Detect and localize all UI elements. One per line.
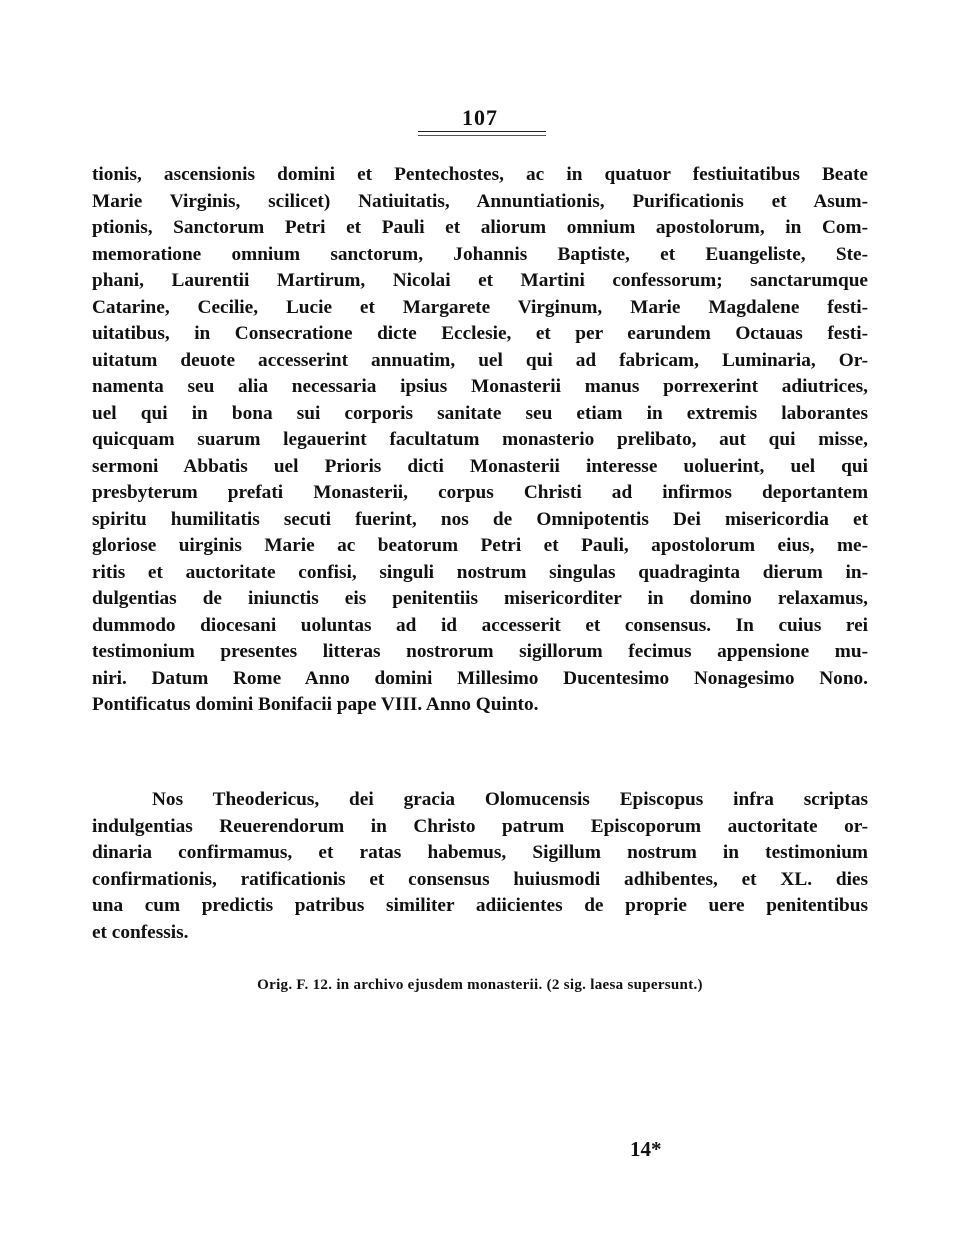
text-line: Pontificatus domini Bonifacii pape VIII. Anno Quinto. bbox=[92, 694, 539, 715]
text-line: spiritu humilitatis secuti fuerint, nos de Omnipotentis Dei misericordia et bbox=[92, 508, 868, 530]
signature-mark: 14* bbox=[630, 1137, 662, 1161]
text-line: Marie Virginis, scilicet) Natiuitatis, Annuntiationis, Purificationis et Asum- bbox=[92, 190, 868, 212]
text-line: dinaria confirmamus, et ratas habemus, Sigillum nostrum in testimonium bbox=[92, 842, 868, 863]
text-line: memoratione omnium sanctorum, Johannis Baptiste, et Euangeliste, Ste- bbox=[92, 243, 868, 265]
text-line: sermoni Abbatis uel Prioris dicti Monasterii interesse uoluerint, uel qui bbox=[92, 455, 868, 477]
paragraph-confirmation bbox=[92, 787, 868, 946]
text-line: una cum predictis patribus similiter adiicientes de proprie uere penitentibus bbox=[92, 895, 868, 916]
text-line: testimonium presentes litteras nostrorum sigillorum fecimus appensione mu- bbox=[92, 641, 868, 662]
text-line: Catarine, Cecilie, Lucie et Margarete Virginum, Marie Magdalene festi- bbox=[92, 296, 868, 318]
text-line: namenta seu alia necessaria ipsius Monasterii manus porrexerint adiutrices, bbox=[92, 376, 868, 397]
header-rule bbox=[418, 131, 546, 132]
text-line: et confessis. bbox=[92, 921, 189, 943]
text-line: uitatibus, in Consecratione dicte Ecclesie, et per earundem Octauas festi- bbox=[92, 323, 868, 344]
text-line: uitatum deuote accesserint annuatim, uel qui ad fabricam, Luminaria, Or- bbox=[92, 349, 868, 371]
text-line: indulgentias Reuerendorum in Christo patrum Episcoporum auctoritate or- bbox=[92, 815, 868, 837]
page-number: 107 bbox=[462, 105, 498, 130]
text-line: Nos Theodericus, dei gracia Olomucensis Episcopus infra scriptas bbox=[152, 789, 868, 810]
text-line: phani, Laurentii Martirum, Nicolai et Martini confessorum; sanctarumque bbox=[92, 270, 868, 291]
text-line: quicquam suarum legauerint facultatum monasterio prelibato, aut qui misse, bbox=[92, 429, 868, 450]
paragraph-main bbox=[92, 162, 868, 719]
text-line: niri. Datum Rome Anno domini Millesimo Ducentesimo Nonagesimo Nono. bbox=[92, 667, 868, 689]
text-line: presbyterum prefati Monasterii, corpus Christi ad infirmos deportantem bbox=[92, 482, 868, 503]
text-line: confirmationis, ratificationis et consensus huiusmodi adhibentes, et XL. dies bbox=[92, 868, 868, 890]
text-line: dulgentias de iniunctis eis penitentiis misericorditer in domino relaxamus, bbox=[92, 588, 868, 609]
text-line: dummodo diocesani uoluntas ad id accesserit et consensus. In cuius rei bbox=[92, 614, 868, 636]
text-line: uel qui in bona sui corporis sanitate seu etiam in extremis laborantes bbox=[92, 402, 868, 424]
text-line: tionis, ascensionis domini et Pentechostes, ac in quatuor festiuitatibus Beate bbox=[92, 164, 868, 185]
text-line: ritis et auctoritate confisi, singuli nostrum singulas quadraginta dierum in- bbox=[92, 561, 868, 583]
source-note: Orig. F. 12. in archivo ejusdem monasterii. (2 sig. laesa supersunt.) bbox=[257, 977, 703, 993]
header-rule-secondary bbox=[418, 135, 546, 136]
text-line: gloriose uirginis Marie ac beatorum Petri et Pauli, apostolorum eius, me- bbox=[92, 535, 868, 556]
text-line: ptionis, Sanctorum Petri et Pauli et aliorum omnium apostolorum, in Com- bbox=[92, 217, 868, 238]
